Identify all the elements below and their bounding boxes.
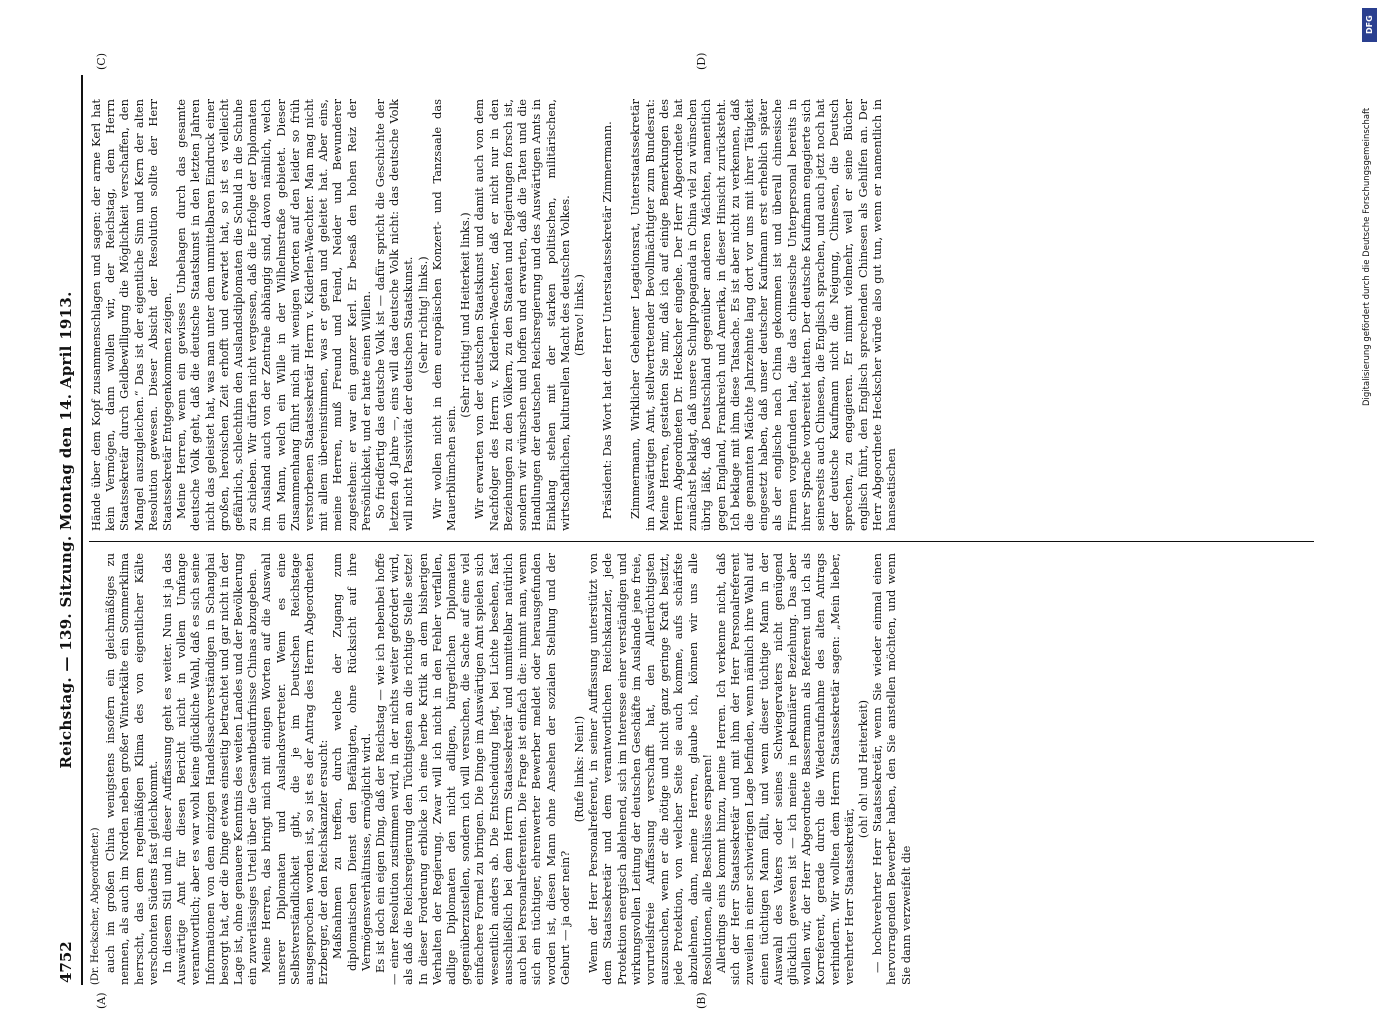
spacer <box>614 99 628 531</box>
paragraph: So friedfertig das deutsche Volk ist — dafür spricht die Geschichte der letzten 40 Jahre —, eins will das deutsche Volk nicht: das deutsche Volk will nicht Passivität der deutschen Staatskunst. <box>373 99 416 531</box>
interjection: (Sehr richtig! und Heiterkeit links.) <box>458 212 473 418</box>
margin-marker-b: (B) <box>695 992 708 1009</box>
interjection: (Bravo! links.) <box>571 274 586 356</box>
page-header <box>55 75 81 985</box>
quoted-request: Maßnahmen zu treffen, durch welche der Zugang zum diplomatischen Dienst den Befähigten, ohne Rücksicht auf ihre Vermögensverhältnisse, ermöglicht wird. <box>330 553 373 971</box>
paragraph: Wenn der Herr Personalreferent, in seiner Auffassung unterstützt von dem Staatssekretär und dem verantwortlichen Reichskanzler, jede Protektion energisch ablehnend, sich im Interesse einer verständigen und wirkungsvollen Leitung der deutschen Geschäfte im Auslande jene freie, vorurteilsfreie Auffassung verschafft hat, den Allertüchtigsten auszusuchen, wenn er die nötige und nicht ganz geringe Kraft besitzt, jede Protektion, von welcher Seite sie auch komme, aufs schärfste abzulehnen, dann, meine Herren, glaube ich, können wir uns alle Resolutionen, alle Beschlüsse ersparen! <box>586 553 714 985</box>
speaker-line: (Dr. Heckscher, Abgeordneter.) <box>90 827 101 985</box>
page-header-title: Reichstag. — 139. Sitzung. Montag den 14. April 1913. <box>57 291 75 769</box>
digitization-strip <box>1358 0 1383 1000</box>
paragraph: In diesem Stil und in dieser Auffassung geht es weiter. Nun ist ja das Auswärtige Amt für diesen Bericht nicht in vollem Umfange verantwortlich; aber es war wohl keine glückliche Wahl, daß es sich seine Informationen von dem einzigen Handelssachverständigen in Schanghai besorgt hat, der die Dinge etwas einseitig betrachtet und gar nicht in der Lage ist, ohne genauere Kenntnis des weiten Landes und der Bevölkerung ein zuverlässiges Urteil über die Gesamtbedürfnisse Chinas abzugeben. <box>160 553 260 985</box>
margin-marker-a: (A) <box>95 992 108 1009</box>
column-divider <box>89 541 1314 542</box>
paragraph: Es ist doch ein eigen Ding, daß der Reichstag — wie ich nebenbei hoffe — einer Resolution zustimmen wird, in der nichts weiter gefordert wird, als daß die Reichsregierung den Tüchtigsten an die richtige Stelle setze! In dieser Forderung erblicke ich eine herbe Kritik an dem bisherigen Verhalten der Regierung. Zwar will ich nicht in den Fehler verfallen, adlige Diplomaten den nicht adligen, bürgerlichen Diplomaten gegenüberzustellen, sondern ich will versuchen, die Sache auf eine viel einfachere Formel zu bringen. Die Dinge im Auswärtigen Amt spielen sich wesentlich anders ab. Die Entscheidung liegt, bei Lichte besehen, fast ausschließlich bei dem Herrn Staatssekretär und unmittelbar natürlich auch bei Personalreferenten. Die Frage ist einfach die: nimmt man, wenn sich ein tüchtiger, ehrenwerter Bewerber meldet oder herausgefunden worden ist, diesen Mann ohne Ansehen der sozialen Stellung und der Geburt — ja oder nein? <box>373 553 572 985</box>
paragraph: Allerdings eins kommt hinzu, meine Herren. Ich verkenne nicht, daß sich der Herr Staatssekretär und mit ihm der Herr Personalreferent zuweilen in einer schwierigen Lage befinden, wenn nämlich ihre Wahl auf einen tüchtigen Mann fällt, und wenn dieser tüchtige Mann in der Auswahl des Vaters oder seines Schwiegervaters nicht genügend glücklich gewesen ist — ich meine in pekuniärer Beziehung. Das aber wollen wir, der Herr Abgeordnete Bassermann als Referent und ich als Korreferent, gerade durch die Wiederaufnahme des alten Antrags verhindern. Wir wollten dem Herrn Staatssekretär sagen: „Mein lieber, verehrter Herr Staatssekretär, <box>713 553 856 985</box>
left-column <box>89 553 1319 985</box>
paragraph: Hände über dem Kopf zusammenschlagen und sagen: der arme Kerl hat kein Vermögen, dann wollen wir, der Reichstag, dem Herrn Staatssekretär durch Geldbewilligung die Möglichkeit verschaffen, den Mangel auszugleichen.“ Das ist der eigentliche Sinn und Kern der alten Resolution gewesen. Dieser Absicht der Resolution sollte der Herr Staatssekretär Entgegenkommen zeigen. <box>89 99 175 531</box>
paragraph: Meine Herren, wenn ein gewisses Unbehagen durch das gesamte deutsche Volk geht, daß die deutsche Staatskunst in den letzten Jahren nicht das geleistet hat, was man unter dem unmittelbaren Eindruck einer großen, heroischen Zeit erhofft und erwartet hat, so ist es vielleicht gefährlich, schlechthin den Auslandsdiplomaten die Schuld in die Schuhe zu schieben. Wir dürfen nicht vergessen, daß die Erfolge der Diplomaten im Ausland auch von der Zentrale abhängig sind, davon nämlich, welch ein Mann, welch ein Wille in der Wilhelmstraße gebietet. Dieser Zusammenhang führt mich mit wenigen Worten auf den leider so früh verstorbenen Staatssekretär Herrn v. Kiderlen-Waechter. Man mag nicht mit allem übereinstimmen, was er getan und geleitet hat. Aber eins, meine Herren, muß Freund und Feind, Neider und Bewunderer zugestehen: er war ein ganzer Kerl. Er besaß den hohen Reiz der Persönlichkeit, und er hatte einen Willen. <box>174 99 373 531</box>
paragraph: — hochverehrter Herr Staatssekretär, wenn Sie wieder einmal einen hervorragenden Bewerber haben, den Sie anstellen möchten, und wenn Sie dann verzweifelt die <box>870 553 913 985</box>
interjection: (Rufe links: Nein!) <box>571 715 586 823</box>
paragraph: Zimmermann, Wirklicher Geheimer Legationsrat, Unterstaatssekretär im Auswärtigen Amt, stellvertretender Bevollmächtigter zum Bundesrat: Meine Herren, gestatten Sie mir, daß ich auf einige Bemerkungen des Herrn Abgeordneten Dr. Heckscher eingehe. Der Herr Abgeordnete hat zunächst beklagt, daß unsere Schulpropaganda in China viel zu wünschen übrig läßt, daß Deutschland gegenüber anderen Mächten, namentlich gegen England, Frankreich und Amerika, in dieser Hinsicht zurücksteht. Ich beklage mit ihm diese Tatsache. Es ist aber nicht zu verkennen, daß die genannten Mächte Jahrzehnte lang dort vor uns mit ihrer Tätigkeit eingesetzt haben, daß unser deutscher Kaufmann erst erheblich später als der englische nach China gekommen ist und überall chinesische Firmen vorgefunden hat, die das chinesische Unterpersonal bereits in ihrer Sprache vorbereitet hatten. Der deutsche Kaufmann engagierte sich seinerseits auch Chinesen, die Englisch sprachen, und auch jetzt noch hat der deutsche Kaufmann nicht die Neigung, Chinesen, die Deutsch sprechen, zu engagieren. Er nimmt vielmehr, weil er seine Bücher englisch führt, den Englisch sprechenden Chinesen als Gehilfen an. Der Herr Abgeordnete Heckscher würde also gut tun, wenn er namentlich in hanseatischen <box>628 99 898 531</box>
dfg-logo: DFG <box>1362 8 1377 42</box>
digitization-credit: Digitalisierung gefördert durch die Deutsche Forschungsgemeinschaft <box>1362 107 1372 406</box>
interjection: (Sehr richtig! links.) <box>415 256 430 374</box>
paragraph: Meine Herren, das bringt mich mit einigen Worten auf die Auswahl unserer Diplomaten und Auslandsvertreter. Wenn es eine Selbstverständlichkeit gibt, die je im Deutschen Reichstage ausgesprochen worden ist, so ist es der Antrag des Herrn Abgeordneten Erzberger, der den Reichskanzler ersucht: <box>259 553 331 985</box>
right-column <box>89 99 1319 531</box>
president-line: Präsident: Das Wort hat der Herr Unterstaatssekretär Zimmermann. <box>600 121 615 519</box>
spacer <box>586 99 600 531</box>
paragraph: Wir erwarten von der deutschen Staatskunst und damit auch von dem Nachfolger des Herrn v. Kiderlen-Waechter, daß er nicht nur in den Beziehungen zu den Völkern, zu den Staaten und Regierungen forsch ist, sondern wir wünschen und hoffen und erwarten, daß die Taten und die Handlungen der deutschen Reichsregierung und des Auswärtigen Amts in Einklang stehen mit der starken politischen, militärischen, wirtschaftlichen, kulturellen Macht des deutschen Volkes. <box>472 99 572 531</box>
margin-marker-d: (D) <box>695 52 708 70</box>
paragraph: auch im großen China wenigstens insofern ein gleichmäßiges zu nennen, als auch im Norden neben großer Winterkälte ein Sommerklima herrscht, das dem regelmäßigen Klima des von eigentlicher Kälte verschonten Südens fast gleichkommt. <box>103 553 160 985</box>
paragraph: Wir wollen nicht in dem europäischen Konzert- und Tanzsaale das Mauerblümchen sein. <box>429 99 459 531</box>
rotated-page <box>55 52 1335 1009</box>
page-number: 4752 <box>57 941 75 983</box>
margin-marker-c: (C) <box>95 53 108 70</box>
interjection: (oh! oh! und Heiterkeit) <box>855 699 870 839</box>
header-rule <box>81 75 83 985</box>
